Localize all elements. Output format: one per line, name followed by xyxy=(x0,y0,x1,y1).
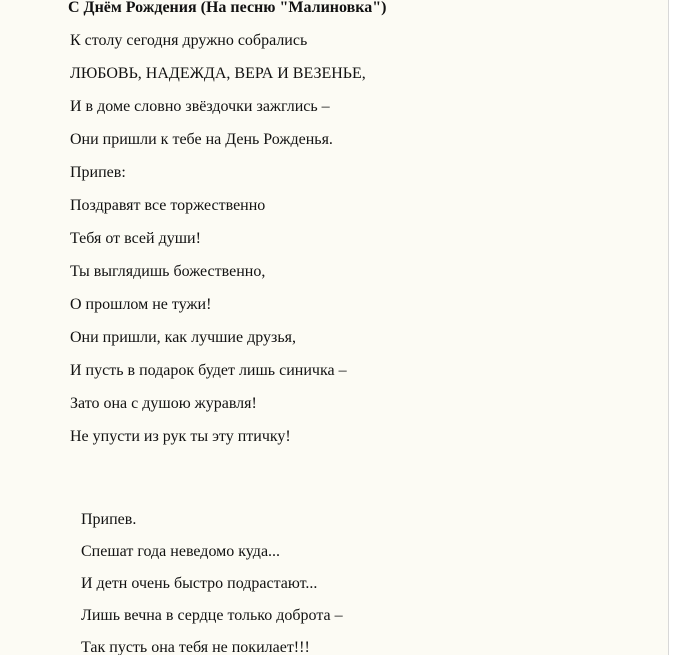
verse3-line-1: Спешат года неведомо куда... xyxy=(81,543,281,560)
verse3-line-2: И детн очень быстро подрастают... xyxy=(81,575,318,592)
chorus2-label: Припев. xyxy=(81,511,137,528)
chorus-line-1: Поздравят все торжественно xyxy=(70,197,266,214)
verse2-line-2: И пусть в подарок будет лишь синичка – xyxy=(70,362,347,379)
chorus-label: Припев: xyxy=(70,164,126,181)
verse3-line-3: Лишь вечна в сердце только доброта – xyxy=(81,607,343,624)
chorus-line-3: Ты выглядишь божественно, xyxy=(70,263,266,280)
song-title: С Днём Рождения (На песню "Малиновка") xyxy=(68,0,387,16)
chorus-line-4: О прошлом не тужи! xyxy=(70,296,212,313)
verse1-line-3: И в доме словно звёздочки зажглись – xyxy=(70,98,330,115)
verse2-line-4: Не упусти из рук ты эту птичку! xyxy=(70,428,291,445)
verse2-line-1: Они пришли, как лучшие друзья, xyxy=(70,329,296,346)
verse2-line-3: Зато она с душою журавля! xyxy=(70,395,257,412)
verse3-line-4: Так пусть она тебя не покилает!!! xyxy=(81,639,310,655)
page-edge xyxy=(668,0,678,655)
verse1-line-2: ЛЮБОВЬ, НАДЕЖДА, ВЕРА И ВЕЗЕНЬЕ, xyxy=(70,65,366,82)
verse1-line-1: К столу сегодня дружно собрались xyxy=(70,32,308,49)
verse1-line-4: Они пришли к тебе на День Рожденья. xyxy=(70,131,333,148)
chorus-line-2: Тебя от всей души! xyxy=(70,230,201,247)
